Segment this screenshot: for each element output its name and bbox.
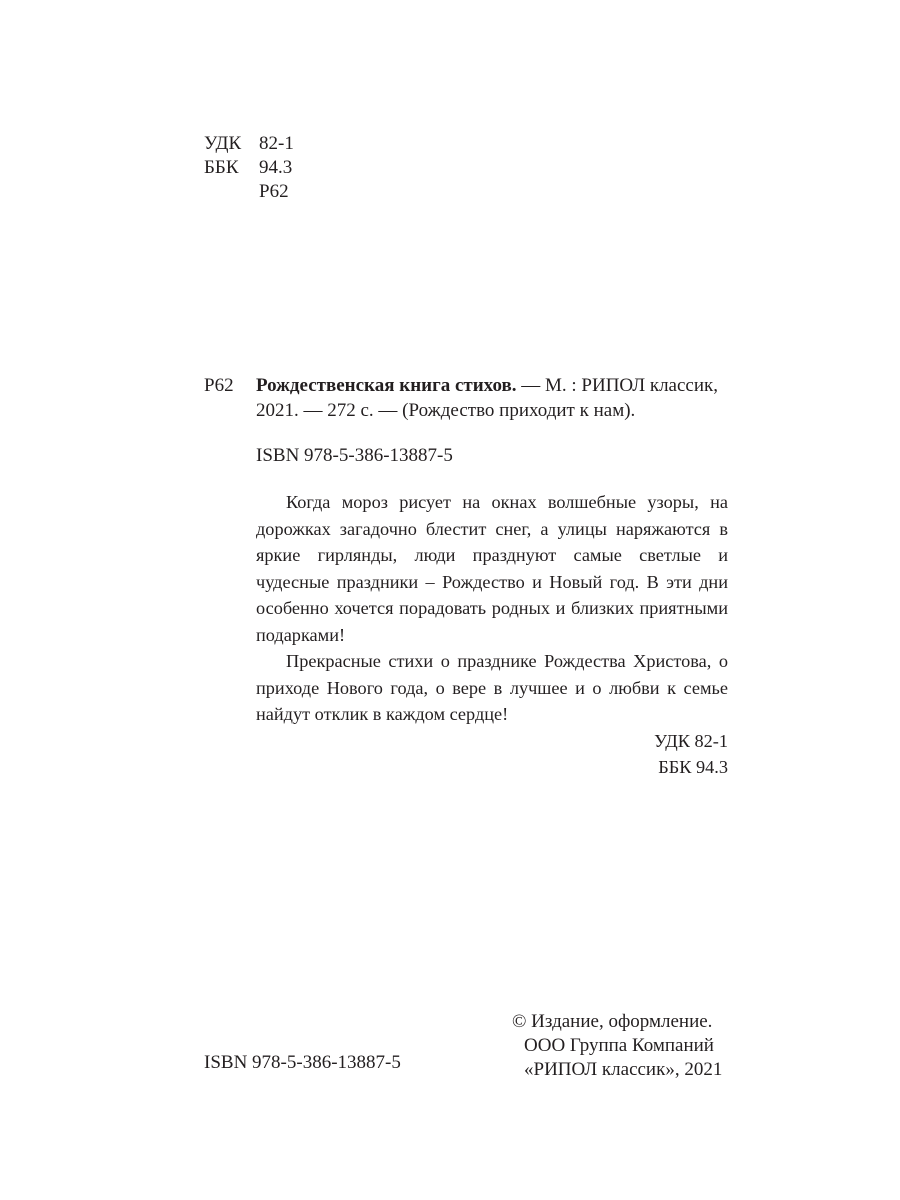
udk-label: УДК (204, 133, 242, 154)
annotation-paragraph-2: Прекрасные стихи о празднике Рождества Христова, о приходе Нового года, о вере в лучшее и о любви к семье найдут отклик в каждом сердце! (256, 651, 728, 724)
bbk-value: 94.3 (259, 157, 293, 178)
footer-isbn: ISBN 978-5-386-13887-5 (204, 1052, 401, 1073)
copyright-line-3: «РИПОЛ классик», 2021 (524, 1059, 723, 1080)
publisher-info: — М. : РИПОЛ классик, (516, 375, 719, 396)
entry-mark: Р62 (204, 375, 234, 396)
book-title: Рождественская книга стихов. (256, 375, 517, 396)
bbk-label: ББК (204, 157, 239, 178)
annotation (256, 489, 728, 781)
annotation-bbk: ББК 94.3 (658, 757, 728, 777)
entry-line-1 (256, 373, 728, 398)
annotation-paragraph-1: Когда мороз рисует на окнах волшебные узоры, на дорожках загадочно блестит снег, а улицы наряжаются в яркие гирлянды, люди празднуют самые светлые и чудесные праздники – Рождество и Новый год. В эти дни особенно хочется порадовать родных и близких приятными подарками! (256, 492, 728, 645)
copyright-line-2: ООО Группа Компаний (524, 1035, 714, 1056)
copyright-block (512, 1010, 732, 1082)
author-mark: Р62 (259, 181, 289, 202)
entry-line-2: 2021. — 272 с. — (Рождество приходит к нам). (256, 400, 636, 422)
classification-index (204, 132, 294, 204)
entry-isbn: ISBN 978-5-386-13887-5 (256, 445, 453, 466)
annotation-udk: УДК 82-1 (654, 730, 728, 751)
udk-value: 82-1 (259, 133, 294, 154)
bibliographic-entry (256, 373, 728, 423)
copyright-line-1: © Издание, оформление. (512, 1011, 713, 1032)
